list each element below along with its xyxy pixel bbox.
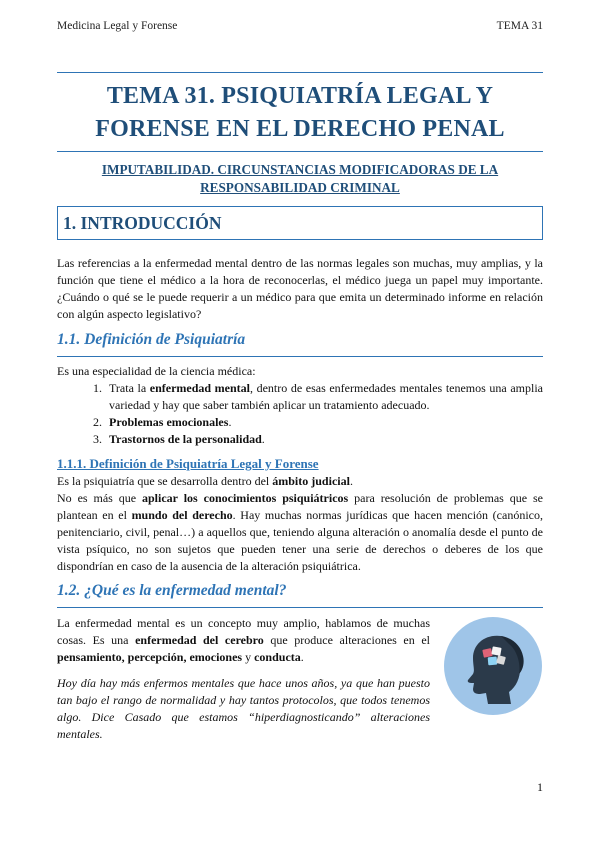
subtitle-line-1: IMPUTABILIDAD. CIRCUNSTANCIAS MODIFICADORAS DE LA xyxy=(101,162,499,177)
section-1-1-rule xyxy=(57,356,543,357)
page-subtitle xyxy=(57,161,543,197)
section-1-2-paragraph: La enfermedad mental es un concepto muy amplio, hablamos de muchas cosas. Es una enfermedad del cerebro que produce alteraciones en el pensamiento, percepción, emociones y conducta. xyxy=(57,616,430,664)
title-top-rule xyxy=(57,72,543,73)
title-bottom-rule xyxy=(57,151,543,152)
intro-paragraph: Las referencias a la enfermedad mental dentro de las normas legales son muchas, muy amplias, y la función que tiene el médico a la hora de reconocerlas, el médico juega un papel muy importante. ¿Cuándo o qué se le puede requerir a un médico para que emita un determinado informe en relación con algún aspecto legislativo? xyxy=(57,256,543,321)
page-number: 1 xyxy=(537,780,543,794)
list-item: 3. Trastornos de la personalidad. xyxy=(105,431,543,448)
list-item: 1. Trata la enfermedad mental, dentro de esas enfermedades mentales tenemos una amplia variedad y hay que saber también aplicar un tratamiento adecuado. xyxy=(105,380,543,414)
section-1-heading: 1. INTRODUCCIÓN xyxy=(63,213,222,233)
section-1-1-intro: Es una especialidad de la ciencia médica: xyxy=(57,364,256,378)
page-title xyxy=(57,80,543,146)
section-1-2-heading: 1.2. ¿Qué es la enfermedad mental? xyxy=(57,582,287,599)
mental-health-head-icon xyxy=(443,616,543,716)
section-1-2-rule xyxy=(57,607,543,608)
list-item: 2. Problemas emocionales. xyxy=(105,414,543,431)
running-header-left: Medicina Legal y Forense xyxy=(57,20,178,32)
subtitle-line-2: RESPONSABILIDAD CRIMINAL xyxy=(200,180,400,195)
section-1-1-1-paragraph: No es más que aplicar los conocimientos psiquiátricos para resolución de problemas que se plantean en el mundo del derecho. Hay muchas normas jurídicas que hacen mención (canónico, penitenciario, civil, penal…) a aquellos que, teniendo alguna alteración o anomalía desde el punto de vista psíquico, no son sujetos que pueden tener una serie de derechos o deberes de los que dispondrían en caso de la ausencia de la alteración psiquiátrica. xyxy=(57,491,543,573)
title-line-1: TEMA 31. PSIQUIATRÍA LEGAL Y xyxy=(106,83,494,109)
section-1-heading-box xyxy=(57,206,543,240)
section-1-2-quote: Hoy día hay más enfermos mentales que hace unos años, ya que han puesto tan bajo el rango de normalidad y hay tantos protocolos, que todos tenemos algo. Dice Casado que estamos “hiperdiagnosticando” alteraciones mentales. xyxy=(57,676,430,741)
section-1-1-1-line: Es la psiquiatría que se desarrolla dentro del ámbito judicial. xyxy=(57,474,353,488)
running-header-right: TEMA 31 xyxy=(496,20,543,32)
section-1-1-heading: 1.1. Definición de Psiquiatría xyxy=(57,331,246,348)
psychiatry-definition-list xyxy=(57,380,543,448)
title-line-2: FORENSE EN EL DERECHO PENAL xyxy=(95,116,505,142)
section-1-1-1-heading: 1.1.1. Definición de Psiquiatría Legal y Forense xyxy=(57,456,319,471)
